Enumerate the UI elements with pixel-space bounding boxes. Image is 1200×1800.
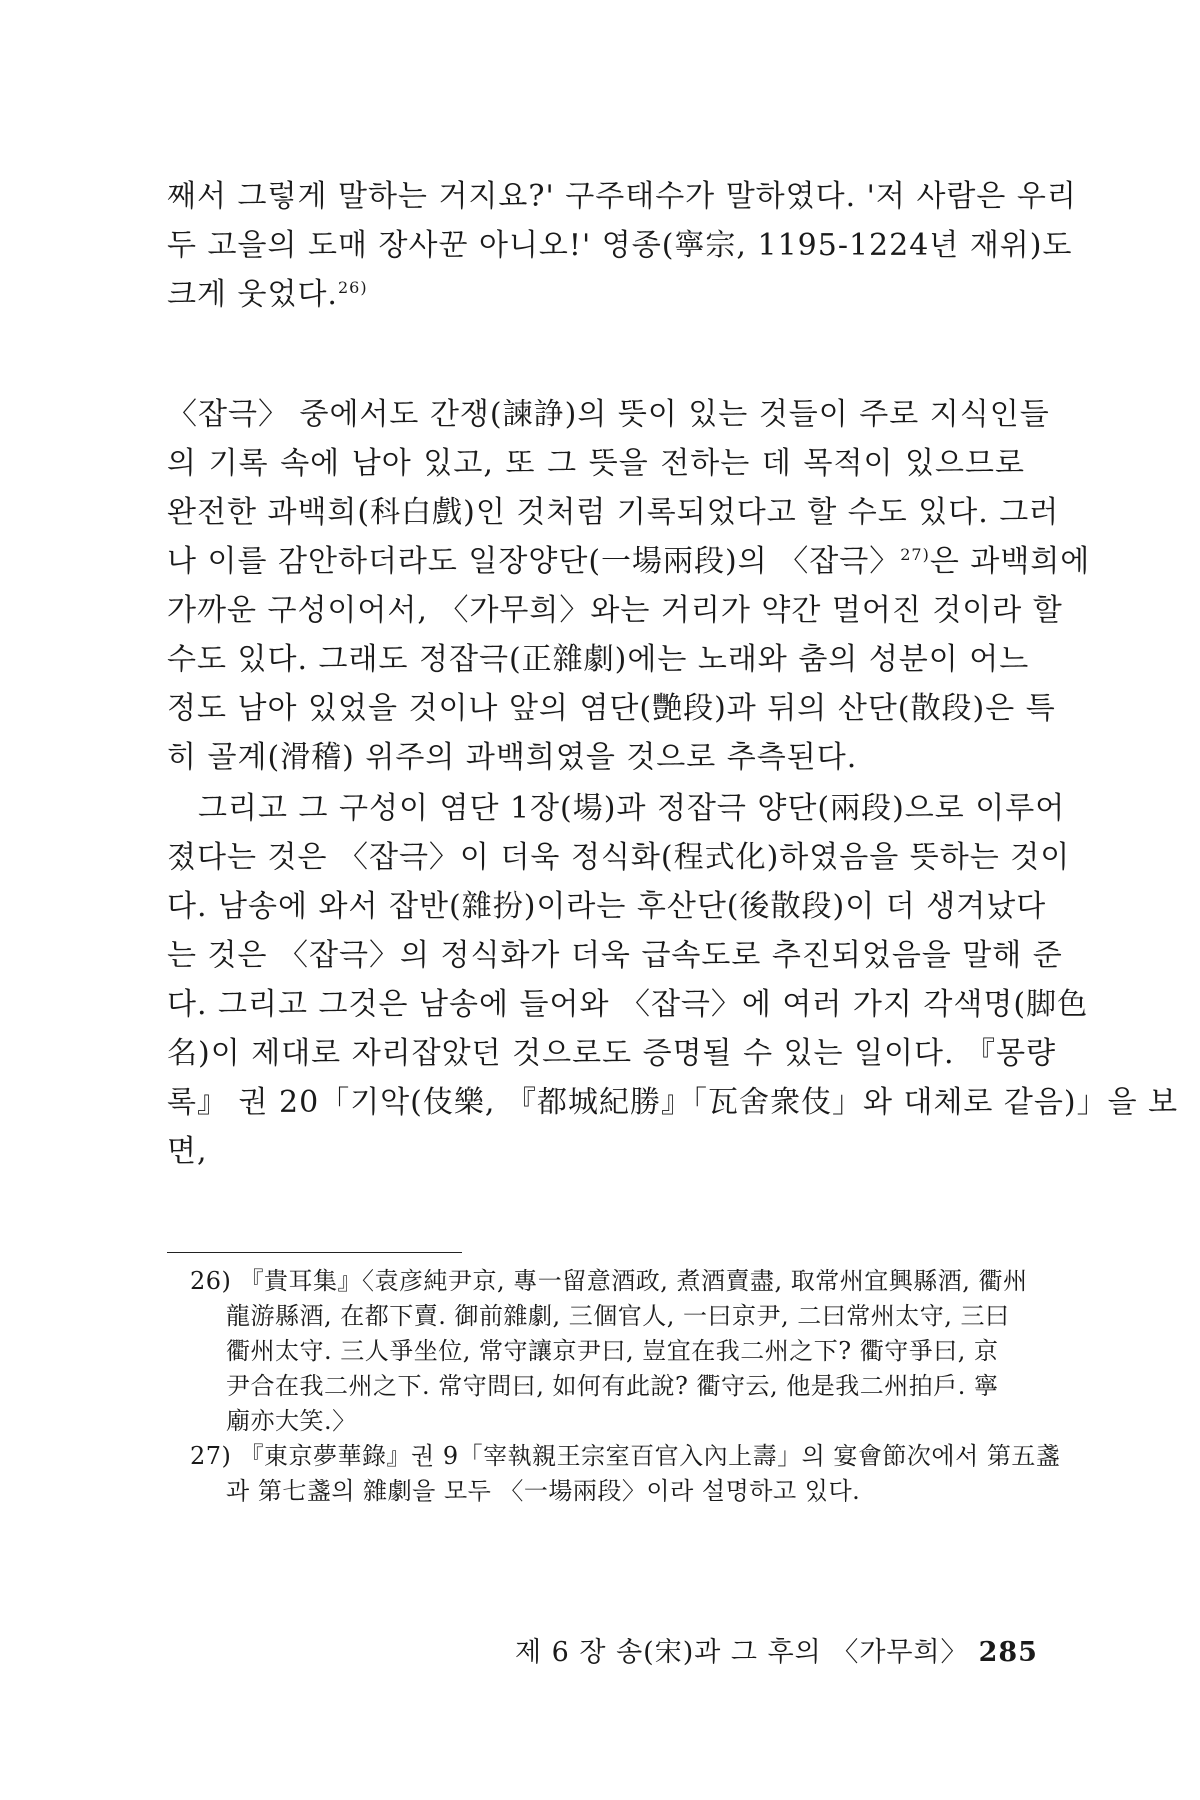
footnote-line: 과 第七盞의 雜劇을 모두 〈一場兩段〉이라 설명하고 있다. [226, 1477, 861, 1505]
footnote-ref-26[interactable]: 26) [337, 278, 368, 297]
paragraph-2 [167, 784, 1179, 1176]
paragraph-line: 가까운 구성이어서, 〈가무희〉와는 거리가 약간 멀어진 것이라 할 [167, 593, 1063, 628]
paragraph-text: 나 이를 감안하더라도 일장양단(一場兩段)의 〈잡극〉 [167, 544, 901, 579]
quote-line: 두 고을의 도매 장사꾼 아니오!' 영종(寧宗, 1195-1224년 재위)도 [167, 228, 1073, 263]
paragraph-text: 은 과백희에 [929, 544, 1091, 579]
paragraph-line: 완전한 과백희(科白戲)인 것처럼 기록되었다고 할 수도 있다. 그러 [167, 495, 1060, 530]
paragraph-line: 정도 남아 있었을 것이나 앞의 염단(艷段)과 뒤의 산단(散段)은 특 [167, 691, 1056, 726]
paragraph-line: 〈잡극〉 중에서도 간쟁(諫諍)의 뜻이 있는 것들이 주로 지식인들 [167, 397, 1050, 432]
footnote-line: 27) 『東京夢華錄』권 9「宰執親王宗室百官入內上壽」의 宴會節次에서 第五盞 [190, 1442, 1061, 1470]
paragraph-line: 의 기록 속에 남아 있고, 또 그 뜻을 전하는 데 목적이 있으므로 [167, 446, 1025, 481]
footnote-ref-27[interactable]: 27) [900, 545, 930, 564]
footnote-line: 龍游縣酒, 在都下賣. 御前雜劇, 三個官人, 一曰京尹, 二曰常州太守, 三曰 [226, 1302, 1010, 1330]
footnote-divider [167, 1252, 462, 1253]
paragraph-1 [167, 390, 1091, 782]
footnote-27 [190, 1439, 1061, 1509]
quote-line-last [167, 270, 1025, 319]
paragraph-line-with-note [167, 537, 1091, 586]
page-number: 285 [978, 1637, 1038, 1668]
footnote-line: 衢州太守. 三人爭坐位, 常守讓京尹曰, 豈宜在我二州之下? 衢守爭曰, 京 [226, 1337, 999, 1365]
paragraph-line: 다. 남송에 와서 잡반(雜扮)이라는 후산단(後散段)이 더 생겨났다 [167, 889, 1047, 924]
footnote-line: 廟亦大笑.〉 [226, 1407, 357, 1435]
quote-passage [167, 172, 1077, 319]
quote-line-text: 크게 웃었다. [167, 277, 338, 312]
paragraph-line: 졌다는 것은 〈잡극〉이 더욱 정식화(程式化)하였음을 뜻하는 것이 [167, 840, 1071, 875]
paragraph-line: 히 골계(滑稽) 위주의 과백희였을 것으로 추측된다. [167, 740, 858, 775]
paragraph-line: 록』 권 20「기악(伎樂, 『都城紀勝』「瓦舍衆伎」와 대체로 같음)」을 보 [167, 1085, 1179, 1120]
paragraph-line: 名)이 제대로 자리잡았던 것으로도 증명될 수 있는 일이다. 『몽량 [167, 1036, 1057, 1071]
paragraph-line: 그리고 그 구성이 염단 1장(場)과 정잡극 양단(兩段)으로 이루어 [167, 791, 1066, 826]
paragraph-line: 다. 그리고 그것은 남송에 들어와 〈잡극〉에 여러 가지 각색명(脚色 [167, 987, 1089, 1022]
footnotes [190, 1264, 1061, 1509]
quote-line: 째서 그렇게 말하는 거지요?' 구주태수가 말하였다. '저 사람은 우리 [167, 179, 1077, 214]
paragraph-line: 면, [167, 1134, 208, 1169]
paragraph-line: 는 것은 〈잡극〉의 정식화가 더욱 급속도로 추진되었음을 말해 준 [167, 938, 1063, 973]
paragraph-line: 수도 있다. 그래도 정잡극(正雜劇)에는 노래와 춤의 성분이 어느 [167, 642, 1030, 677]
footnote-26 [190, 1264, 1030, 1439]
running-footer [515, 1633, 1038, 1673]
footnote-line: 26) 『貴耳集』〈袁彦純尹京, 專一留意酒政, 煮酒賣盡, 取常州宜興縣酒, 衢州 [190, 1267, 1028, 1295]
footnote-line: 尹合在我二州之下. 常守問曰, 如何有此說? 衢守云, 他是我二州拍戶. 寧 [226, 1372, 999, 1400]
chapter-title: 제 6 장 송(宋)과 그 후의 〈가무희〉 [515, 1637, 969, 1668]
